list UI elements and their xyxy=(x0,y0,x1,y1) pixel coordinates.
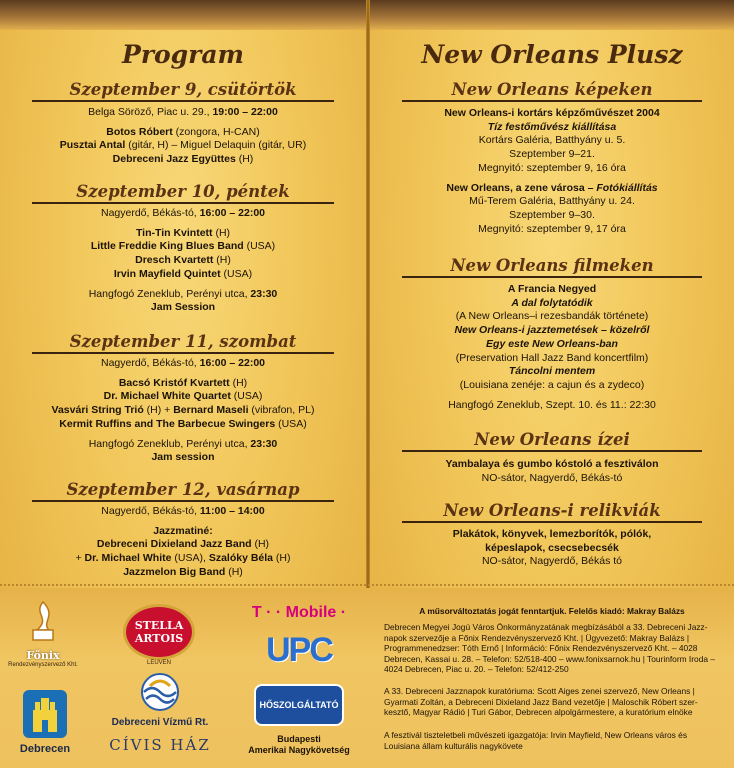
top-photo-strip-left xyxy=(0,0,366,30)
fonix-logo: Főnix Rendezvényszervező Kht. xyxy=(6,600,80,668)
section-heading-kepeken: New Orleans képeken xyxy=(402,80,702,102)
section-heading-filmeken: New Orleans filmeken xyxy=(402,256,702,278)
fonix-flame-icon xyxy=(23,600,63,644)
section-block-izei: Yambalaya és gumbo kóstoló a fesztiválon NO-sátor, Nagyerdő, Békás-tó xyxy=(445,458,659,484)
program-title: Program xyxy=(122,40,244,69)
fine-print-notice: A műsorváltoztatás jogát fenntartjuk. Felelős kiadó: Makray Balázs xyxy=(419,606,685,616)
fine-print-organizer: Debrecen Megyei Jogú Város Önkormányzatának megbízásából a 33. Debreceni Jazznapok szervezője a Főnix Rendezvényszervező Kht. | Ügyvezető: Makray Balázs | Programmenedzser: Tóth Ernő | Információ: Főnix Rendezvényszervező Kht. – 4028 Debrecen, Kassai u. 28. – Telefon: 52/518-400 – www.fonixsarnok.hu | Tourinform Iroda – 4024 Debrecen, Piac u. 20. – Telefon: 52/412-250 xyxy=(384,622,716,675)
day-heading-sep12: Szeptember 12, vasárnap xyxy=(32,480,334,502)
debrecen-logo: Debrecen xyxy=(10,690,80,755)
section-heading-relikviak: New Orleans-i relikviák xyxy=(402,501,702,523)
upc-logo: UPC xyxy=(266,631,332,669)
fine-print-igazgato: A fesztivál tiszteletbeli művészeti igazgatója: Irvin Mayfield, New Orleans város és Louisiana állam kulturális nagykövete xyxy=(384,730,688,751)
day-heading-sep11: Szeptember 11, szombat xyxy=(32,332,334,354)
stella-artois-logo: STELLA ARTOIS LEUVEN xyxy=(114,604,204,666)
plusz-title: New Orleans Plusz xyxy=(421,40,683,69)
dotted-divider xyxy=(0,584,734,586)
vizmu-logo: Debreceni Vízmű Rt. xyxy=(100,672,220,728)
day-heading-sep10: Szeptember 10, péntek xyxy=(32,182,334,204)
civis-haz-logo: CÍVIS HÁZ xyxy=(109,736,211,754)
section-block-filmeken: A Francia Negyed A dal folytatódik (A New Orleans–i rezesbandák története) New Orleans-i jazztemetések – közelről Egy este New Orleans-ban (Preservation Hall Jazz Band koncertfilm) Táncolni mentem (Louisiana zenéje: a cajun és a zydeco) Hangfogó Zeneklub, Szept. 10. és 11.: 22:30 xyxy=(448,283,656,411)
top-photo-strip-right xyxy=(370,0,734,30)
debrecen-church-icon xyxy=(23,690,67,738)
day-block-sep10: Nagyerdő, Békás-tó, 16:00 – 22:00 Tin-Tin Kvintett (H) Little Freddie King Blues Band (USA) Dresch Kvartett (H) Irvin Mayfield Quintet (USA) Hangfogó Zeneklub, Perényi utca, 23:30 Jam Session xyxy=(88,207,278,314)
section-block-kepeken: New Orleans-i kortárs képzőművészet 2004 Tíz festőművész kiállítása Kortárs Galéria, Batthyány u. 5. Szeptember 9–21. Megnyitó: szeptember 9, 16 óra New Orleans, a zene városa – Fotókiállítás Mű-Terem Galéria, Batthyány u. 24. Szeptember 9–30. Megnyitó: szeptember 9, 17 óra xyxy=(444,107,660,235)
day-block-sep11: Nagyerdő, Békás-tó, 16:00 – 22:00 Bacsó Kristóf Kvartett (H) Dr. Michael White Quartet (USA) Vasvári String Trió (H) + Bernard Maseli (vibrafon, PL) Kermit Ruffins and The Barbecue Swingers (USA) Hangfogó Zeneklub, Perényi utca, 23:30 Jam session xyxy=(51,357,315,464)
day-block-sep9: Belga Söröző, Piac u. 29., 19:00 – 22:00 Botos Róbert (zongora, H-CAN) Pusztai Antal (gitár, H) – Miguel Delaquin (gitár, UR) Debreceni Jazz Együttes (H) xyxy=(59,106,307,166)
t-mobile-logo: T · · Mobile · xyxy=(251,604,347,621)
section-block-relikviak: Plakátok, könyvek, lemezborítók, pólók, képeslapok, csecsebecsék NO-sátor, Nagyerdő, Békás tó xyxy=(452,528,652,568)
day-block-sep12: Nagyerdő, Békás-tó, 11:00 – 14:00 Jazzmatiné: Debreceni Dixieland Jazz Band (H) + Dr. Michael White (USA), Szalóky Béla (H) Jazzmelon Big Band (H) xyxy=(75,505,291,578)
section-heading-izei: New Orleans ízei xyxy=(402,430,702,452)
hoszolgaltato-logo: HŐSZOLGÁLTATÓ xyxy=(244,684,354,726)
day-heading-sep9: Szeptember 9, csütörtök xyxy=(32,80,334,102)
fine-print-kuratorium: A 33. Debreceni Jazznapok kuratóriuma: Scott Aiges zenei szervező, New Orleans | Gyarmati Zoltán, a Debreceni Dixieland Jazz Band vezetője | Maloschik Róbert szerkesztő, Magyar Rádió | Turi Gábor, Debrecen alpolgármestere, a kuratórium elnöke xyxy=(384,686,698,718)
vizmu-wave-icon xyxy=(138,672,182,712)
amerikai-nagykovetseg-logo: Budapesti Amerikai Nagykövetség xyxy=(248,734,350,755)
